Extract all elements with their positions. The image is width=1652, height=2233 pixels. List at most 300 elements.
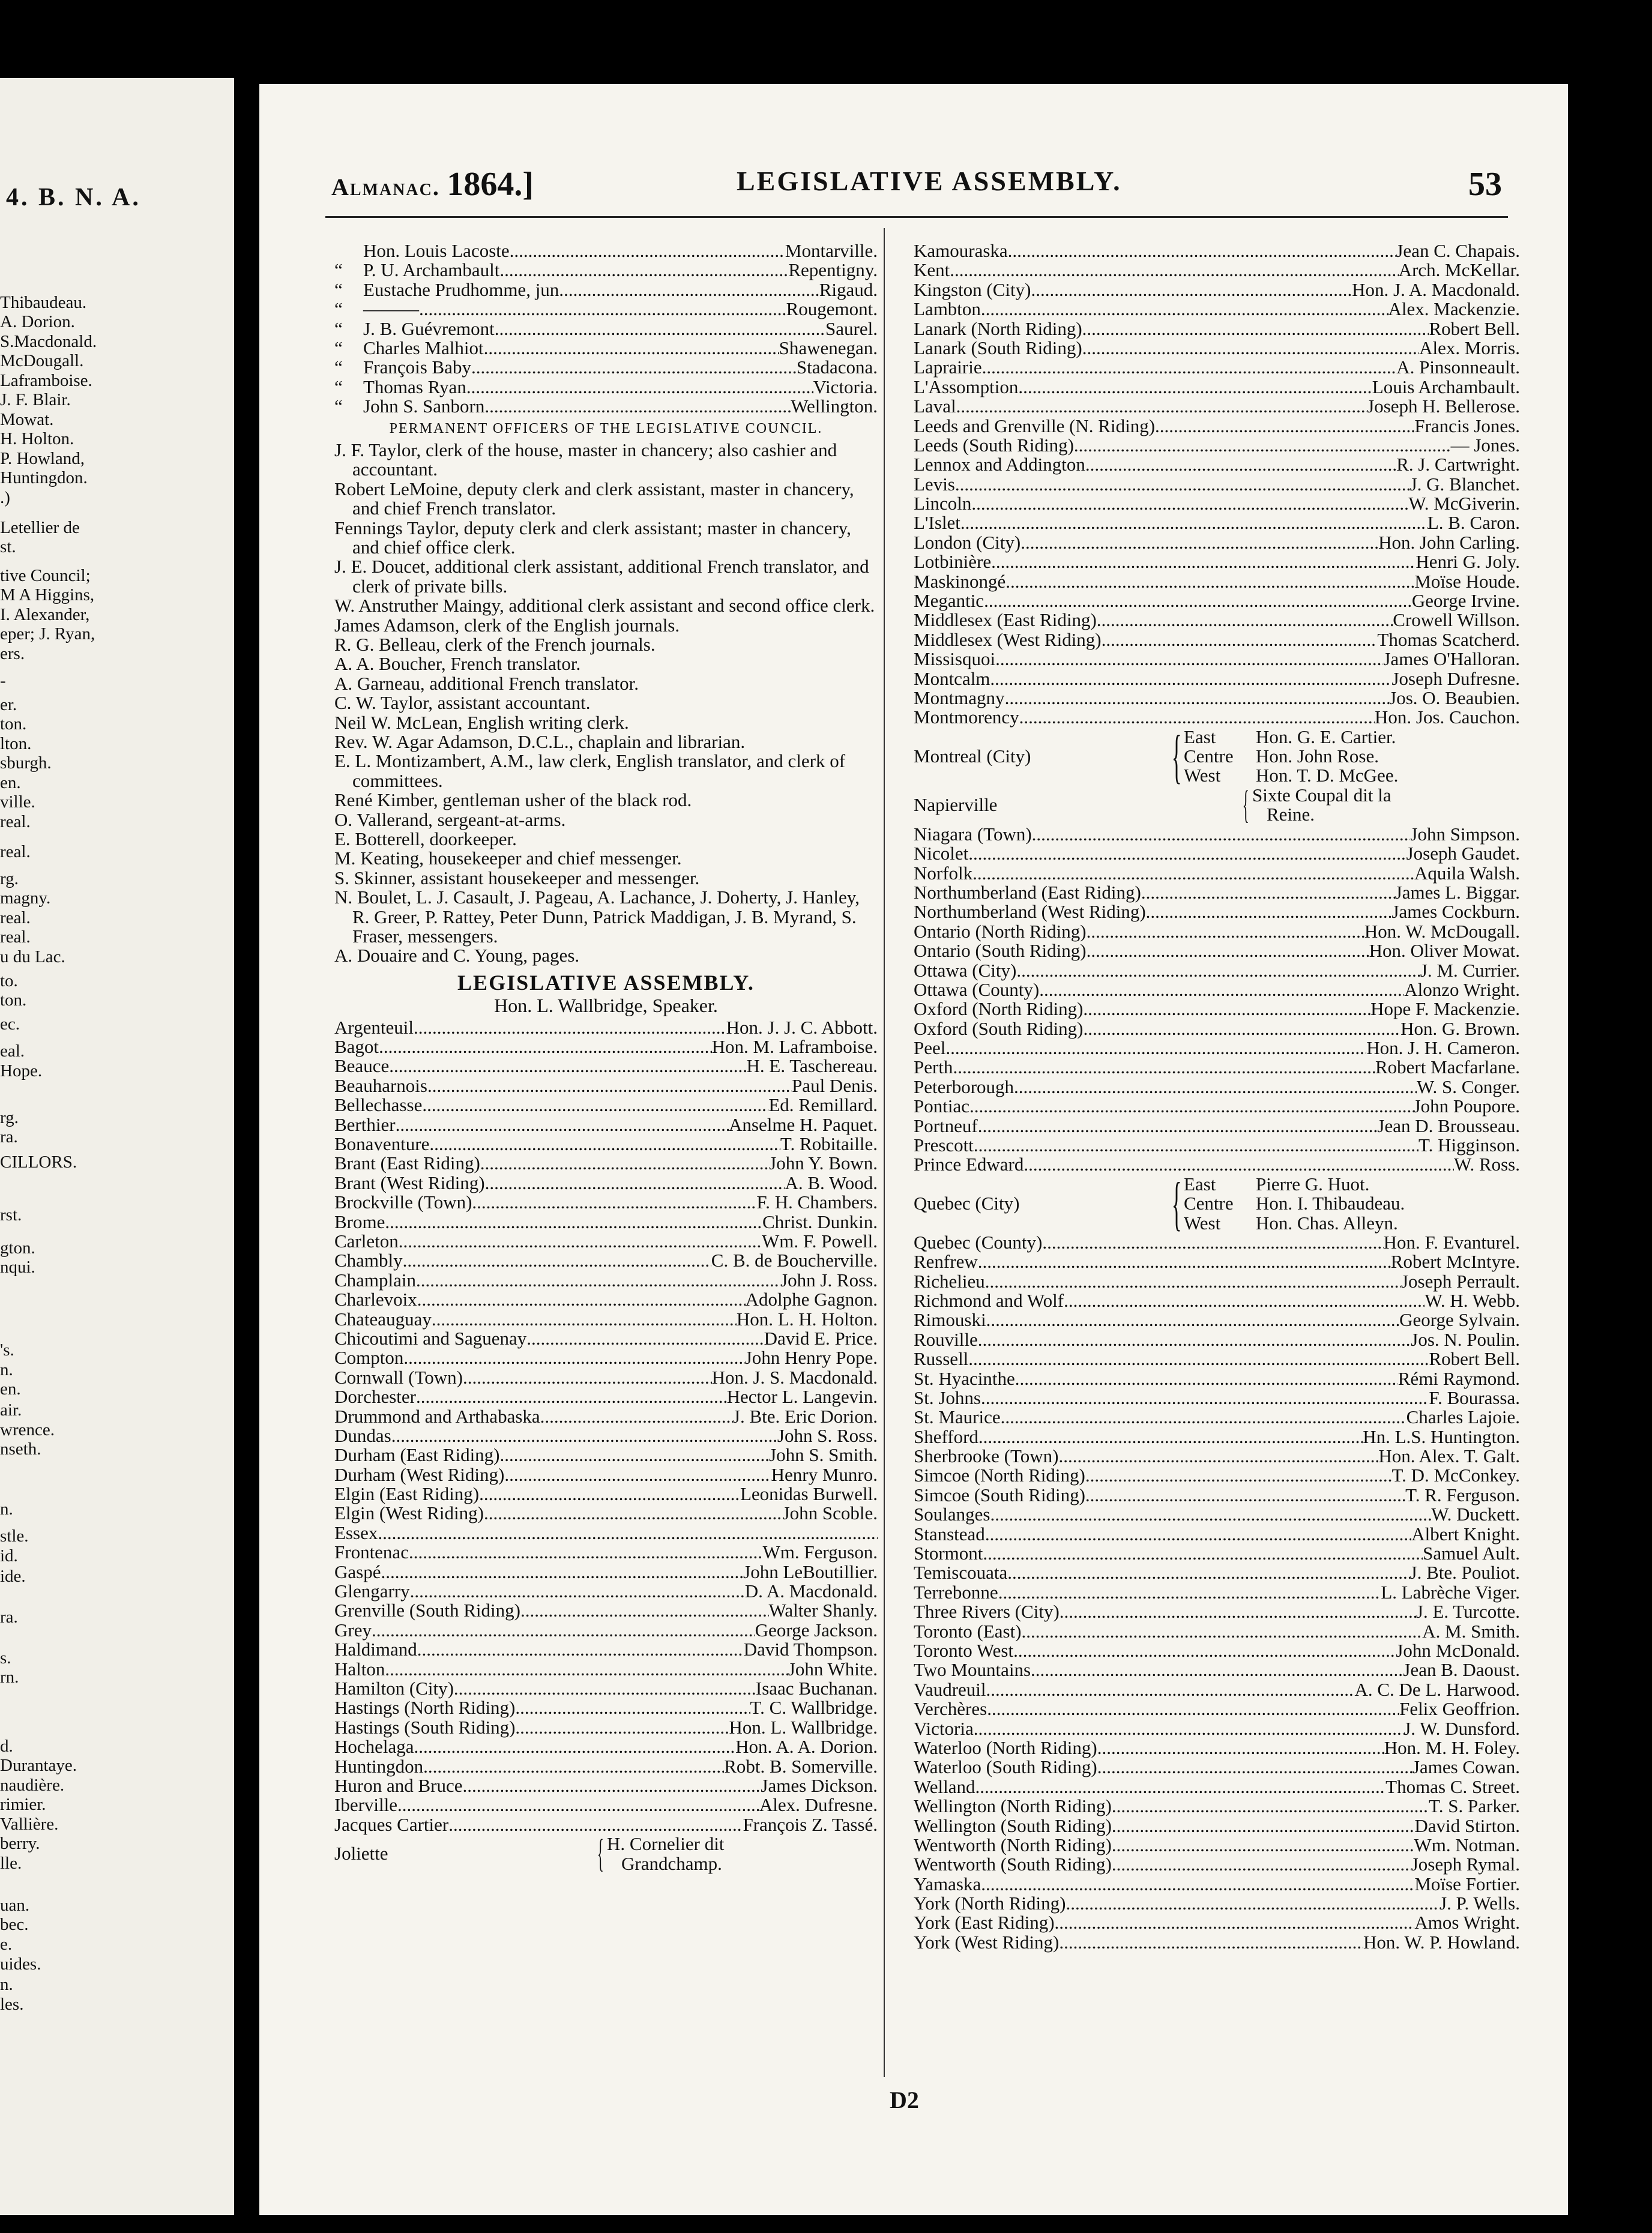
leader-dots [484, 339, 779, 358]
member-row [914, 280, 1520, 300]
member-row [914, 1097, 1520, 1116]
member-row [914, 1349, 1520, 1369]
leader-dots [984, 591, 1412, 610]
previous-page-header: 4. B. N. A. [6, 184, 141, 211]
member-name: Joseph H. Bellerose. [1367, 396, 1520, 417]
leader-dots [1112, 1816, 1414, 1836]
leader-dots [414, 1018, 726, 1037]
member-row [914, 980, 1520, 999]
leader-dots [998, 1583, 1381, 1602]
member-row [914, 999, 1520, 1019]
leader-dots [1097, 1738, 1384, 1758]
leader-dots [974, 1136, 1418, 1155]
leader-dots [1074, 436, 1451, 455]
napierville-entry [914, 783, 1520, 827]
leader-dots [981, 1875, 1414, 1894]
previous-page-line: I. Alexander, [0, 605, 90, 624]
member-name: Hope F. Mackenzie. [1370, 998, 1520, 1020]
constituency-name: Ottawa (County) [914, 978, 1040, 1000]
leader-dots [423, 1757, 724, 1776]
ditto-mark: “ [334, 337, 343, 358]
member-row [334, 1174, 878, 1193]
constituency-name: Kingston (City) [914, 279, 1031, 300]
constituency-name: Vaudreuil [914, 1678, 986, 1700]
member-name: L. B. Caron. [1427, 512, 1520, 534]
joliette-entry [334, 1831, 878, 1876]
constituency-name: Montarville. [785, 240, 878, 261]
member-name: Rémi Raymond. [1397, 1367, 1520, 1389]
member-row [334, 1504, 878, 1523]
constituency-name: St. Johns [914, 1387, 981, 1408]
assembly-member-list-2a [914, 241, 1520, 728]
officer-entry: W. Anstruther Maingy, additional clerk assistant and second office clerk. [334, 595, 875, 616]
member-row [334, 1387, 878, 1406]
member-name: A. Pinsonneault. [1396, 357, 1520, 378]
member-name: C. B. de Boucherville. [711, 1250, 878, 1271]
constituency-name: Lanark (North Riding) [914, 318, 1082, 339]
leader-dots [986, 1310, 1400, 1330]
constituency-name: Stormont [914, 1543, 983, 1564]
constituency-name: Gaspé [334, 1561, 381, 1582]
previous-page-line: J. F. Blair. [0, 390, 71, 409]
leader-dots [1001, 1408, 1406, 1427]
member-row [914, 1077, 1520, 1097]
division-row [1184, 747, 1398, 766]
constituency-name: Dorchester [334, 1386, 416, 1408]
constituency-name: Frontenac [334, 1541, 409, 1563]
assembly-member-list-1 [334, 1018, 878, 1834]
leader-dots [397, 1795, 759, 1815]
constituency-name: Dundas [334, 1424, 391, 1446]
constituency-name: Kamouraska [914, 240, 1008, 261]
constituency-name: Huntingdon [334, 1755, 424, 1777]
member-name: J. W. Dunsford. [1403, 1717, 1520, 1739]
member-row [914, 883, 1520, 902]
previous-page-line: rn. [0, 1668, 19, 1687]
leader-dots [1015, 1369, 1398, 1388]
previous-page-line: Thibaudeau. [0, 293, 87, 312]
constituency-name: Montmorency [914, 707, 1019, 728]
member-row [914, 1525, 1520, 1544]
division-label: West [1184, 1212, 1221, 1234]
constituency-name: Beauharnois [334, 1074, 427, 1096]
member-name: George Sylvain. [1399, 1309, 1520, 1331]
division-label: Centre [1184, 1193, 1234, 1214]
constituency-name: Levis [914, 473, 955, 495]
leader-dots [1005, 572, 1414, 591]
member-row [914, 1816, 1520, 1836]
member-name: Albert Knight. [1411, 1523, 1520, 1544]
member-line-2: Reine. [1267, 804, 1315, 825]
leader-dots [1082, 319, 1429, 339]
constituency-name: Chateauguay [334, 1308, 432, 1330]
member-row [334, 1718, 878, 1737]
constituency-name: Leeds and Grenville (N. Riding) [914, 415, 1156, 436]
member-name: Felix Geoffrion. [1399, 1698, 1520, 1720]
constituency-name: Verchères [914, 1698, 987, 1720]
member-row [914, 339, 1520, 358]
leader-dots [1146, 902, 1392, 921]
leader-dots [526, 1329, 764, 1348]
previous-page-line: lton. [0, 734, 32, 753]
previous-page-line: .) [0, 488, 10, 507]
constituency-name: York (North Riding) [914, 1893, 1066, 1914]
member-line-1: Sixte Coupal dit la [1252, 784, 1391, 806]
officer-entry: A. A. Boucher, French translator. [334, 653, 581, 675]
constituency-name: Simcoe (South Riding) [914, 1484, 1085, 1505]
member-row [914, 1680, 1520, 1699]
member-row [914, 708, 1520, 727]
leader-dots [479, 1484, 740, 1504]
constituency-name: Berthier [334, 1113, 396, 1135]
previous-page-line: en. [0, 1379, 21, 1399]
member-name [1252, 786, 1391, 825]
constituency-name: Prince Edward [914, 1154, 1024, 1175]
constituency-name: Shefford [914, 1426, 978, 1447]
leader-dots [1005, 689, 1390, 708]
constituency-name: Brant (East Riding) [334, 1153, 480, 1174]
constituency-name: Northumberland (West Riding) [914, 901, 1146, 923]
member-name: Isaac Buchanan. [755, 1677, 878, 1699]
constituency-name: Wentworth (North Riding) [914, 1834, 1112, 1855]
member-name: Hon. Chas. Alleyn. [1256, 1212, 1398, 1234]
quebec-city-entry [914, 1170, 1520, 1237]
previous-page-line: u du Lac. [0, 947, 65, 966]
member-row [914, 669, 1520, 689]
constituency-name: Three Rivers (City) [914, 1601, 1060, 1623]
leader-dots [1087, 922, 1364, 941]
officers-heading: PERMANENT OFFICERS OF THE LEGISLATIVE COUNCIL. [389, 420, 823, 436]
member-row [334, 1795, 878, 1815]
leader-dots [500, 1445, 770, 1465]
constituency-name: Joliette [334, 1843, 388, 1864]
member-line-2: Grandchamp. [621, 1852, 722, 1874]
constituency-name: Sherbrooke (Town) [914, 1445, 1059, 1467]
member-name: Hon. W. P. Howland. [1363, 1931, 1520, 1953]
leader-dots [379, 1037, 712, 1056]
council-member-row [334, 378, 878, 397]
member-row [334, 1135, 878, 1154]
member-name: James Cowan. [1412, 1756, 1520, 1778]
constituency-name: Wentworth (South Riding) [914, 1854, 1112, 1875]
member-name: Moïse Fortier. [1414, 1873, 1520, 1894]
leader-dots [983, 1544, 1423, 1563]
constituency-name: Richelieu [914, 1270, 985, 1292]
leader-dots [484, 397, 791, 416]
member-row [334, 1310, 878, 1329]
member-name: Wm. Ferguson. [762, 1541, 878, 1563]
constituency-name: Wellington (North Riding) [914, 1795, 1112, 1817]
constituency-name: Ottawa (City) [914, 959, 1017, 981]
leader-dots [950, 261, 1398, 280]
constituency-name: Ontario (South Riding) [914, 940, 1087, 962]
member-name: Hon. W. McDougall. [1364, 920, 1520, 942]
member-row [914, 572, 1520, 591]
constituency-name: Waterloo (North Riding) [914, 1737, 1097, 1758]
constituency-name: Cornwall (Town) [334, 1366, 463, 1388]
constituency-name: Niagara (Town) [914, 823, 1032, 845]
previous-page-line: st. [0, 537, 16, 556]
previous-page-line: 's. [0, 1340, 14, 1360]
leader-dots [1059, 1933, 1363, 1952]
member-row [914, 436, 1520, 455]
member-row [334, 1445, 878, 1465]
constituency-name: Chambly [334, 1250, 403, 1271]
officer-entry: E. L. Montizambert, A.M., law clerk, English translator, and clerk of committees. [334, 750, 846, 791]
constituency-name: Richmond and Wolf [914, 1289, 1064, 1311]
member-name: L. Labrèche Viger. [1381, 1581, 1520, 1603]
constituency-name: Champlain [334, 1269, 417, 1291]
leader-dots [504, 1465, 771, 1484]
leader-dots [1020, 533, 1378, 552]
leader-dots [1064, 1291, 1424, 1310]
constituency-name: Charlevoix [334, 1289, 417, 1310]
leader-dots [381, 1562, 743, 1582]
previous-page-line: e. [0, 1935, 13, 1954]
previous-page-line: air. [0, 1400, 22, 1420]
previous-page-line: n. [0, 1975, 13, 1994]
leader-dots [1083, 999, 1370, 1019]
previous-page-line: eper; J. Ryan, [0, 624, 95, 643]
member-row [914, 1369, 1520, 1388]
member-name: Hon. J. S. Macdonald. [711, 1366, 878, 1388]
member-row [914, 1058, 1520, 1077]
leader-dots [982, 358, 1397, 377]
previous-page-line: Mowat. [0, 410, 54, 429]
member-name: Alex. Dufresne. [759, 1794, 878, 1816]
council-member-row [334, 319, 878, 339]
member-row [914, 1155, 1520, 1174]
member-row [914, 1408, 1520, 1427]
council-member-list [334, 241, 878, 417]
member-row [914, 300, 1520, 319]
constituency-name: Lambton [914, 298, 981, 320]
leader-dots [1087, 941, 1369, 960]
previous-page-line: n. [0, 1499, 13, 1519]
member-name: Alex. Mackenzie. [1388, 298, 1520, 320]
leader-dots [485, 1174, 785, 1193]
member-name: Hon. L. H. Holton. [736, 1308, 878, 1330]
previous-page-line: gton. [0, 1238, 35, 1258]
member-name: Wm. Notman. [1414, 1834, 1520, 1855]
member-name: John Scoble. [782, 1502, 878, 1524]
previous-page-line: id. [0, 1546, 18, 1566]
constituency-name: L'Assomption [914, 376, 1019, 397]
constituency-name: Elgin (West Riding) [334, 1502, 484, 1524]
officer-entry: N. Boulet, L. J. Casault, J. Pageau, A. Lachance, J. Doherty, J. Hanley, R. Greer, P. Rattey, Peter Dunn, Patrick Maddigan, J. B. Myrand, S. Fraser, messengers. [334, 887, 860, 947]
constituency-name: Yamaska [914, 1873, 981, 1894]
officer-entry: A. Garneau, additional French translator. [334, 672, 639, 694]
constituency-name: Simcoe (North Riding) [914, 1465, 1085, 1486]
leader-dots [432, 1310, 737, 1329]
constituency-name: Beauce [334, 1055, 390, 1077]
constituency-name: Montreal (City) [914, 746, 1031, 767]
constituency-name: Napierville [914, 794, 998, 816]
leader-dots [991, 552, 1415, 571]
constituency-name: Waterloo (South Riding) [914, 1756, 1097, 1778]
column-divider [884, 228, 885, 2077]
constituency-name: Laval [914, 396, 956, 417]
previous-page-line: naudière. [0, 1776, 65, 1795]
member-row [334, 1095, 878, 1115]
leader-dots [1097, 1758, 1412, 1777]
member-name: Christ. Dunkin. [762, 1211, 878, 1232]
leader-dots [960, 513, 1427, 532]
member-row [914, 358, 1520, 377]
constituency-name: Ontario (North Riding) [914, 920, 1087, 942]
leader-dots [985, 1272, 1401, 1291]
leader-dots [410, 1582, 745, 1601]
member-line-1: H. Cornelier dit [607, 1833, 725, 1855]
member-row [914, 1310, 1520, 1330]
constituency-name: Montmagny [914, 687, 1005, 708]
leader-dots [385, 1660, 788, 1679]
constituency-name: Haldimand [334, 1639, 417, 1660]
leader-dots [981, 1388, 1429, 1408]
constituency-name: Brockville (Town) [334, 1192, 472, 1213]
previous-page-line: Vallière. [0, 1815, 59, 1834]
previous-page-line: to. [0, 971, 18, 990]
constituency-name: Bellechasse [334, 1094, 423, 1116]
member-row [914, 1544, 1520, 1563]
constituency-name: Saurel. [825, 318, 878, 339]
brace-glyph: { [597, 1831, 604, 1876]
constituency-name: Nicolet [914, 843, 969, 864]
constituency-name: York (West Riding) [914, 1931, 1060, 1953]
member-row [334, 1660, 878, 1679]
officer-entry: S. Skinner, assistant housekeeper and messenger. [334, 867, 700, 888]
previous-page-line: uides. [0, 1954, 41, 1974]
almanac-label: Almanac. [331, 173, 440, 200]
previous-page-line: d. [0, 1737, 13, 1756]
member-name: A. C. De L. Harwood. [1354, 1678, 1520, 1700]
member-name: Hon. J. J. C. Abbott. [726, 1016, 878, 1038]
leader-dots [480, 1154, 769, 1173]
previous-page-line: McDougall. [0, 351, 84, 370]
member-row [914, 825, 1520, 844]
constituency-name: Hastings (South Riding) [334, 1716, 516, 1738]
member-row [914, 1758, 1520, 1777]
constituency-name: Essex [334, 1522, 378, 1543]
member-name: David Thompson. [743, 1639, 878, 1660]
constituency-name: Victoria [914, 1717, 974, 1739]
member-name: Robert Macfarlane. [1375, 1056, 1520, 1078]
member-row [914, 1447, 1520, 1466]
council-member-row [334, 397, 878, 416]
leader-dots [978, 1116, 1378, 1136]
member-name: Hon. John Carling. [1378, 531, 1520, 553]
previous-page-line: rg. [0, 1108, 19, 1127]
leader-dots [1032, 825, 1411, 844]
constituency-name: Oxford (South Riding) [914, 1017, 1084, 1039]
previous-page-line: real. [0, 842, 31, 861]
member-row [334, 1232, 878, 1251]
previous-page-line: Huntingdon. [0, 468, 88, 487]
constituency-name: Lennox and Addington [914, 454, 1085, 475]
previous-page-line: ers. [0, 644, 25, 663]
member-row [914, 591, 1520, 610]
constituency-name: Quebec (County) [914, 1231, 1043, 1253]
member-name: D. A. Macdonald. [744, 1581, 878, 1602]
previous-page-line: - [0, 671, 6, 690]
constituency-name: Terrebonne [914, 1581, 998, 1603]
leader-dots [1014, 1077, 1417, 1097]
page-number: 53 [1468, 166, 1502, 203]
member-row [914, 513, 1520, 532]
assembly-member-list-2c [914, 1233, 1520, 1952]
constituency-name: Durham (East Riding) [334, 1444, 500, 1466]
member-name: Hon. I. Thibaudeau. [1256, 1193, 1405, 1214]
leader-dots [1019, 708, 1375, 727]
member-row [914, 1641, 1520, 1660]
leader-dots [391, 1426, 777, 1445]
member-row [914, 1388, 1520, 1408]
member-row [914, 1797, 1520, 1816]
member-name [607, 1834, 724, 1873]
member-row [334, 1737, 878, 1756]
officer-entry: Robert LeMoine, deputy clerk and clerk assistant, master in chancery, and chief French translator. [334, 478, 854, 519]
council-member-row [334, 261, 878, 280]
member-name: Robert Bell. [1429, 1348, 1520, 1370]
member-name: Leonidas Burwell. [740, 1483, 878, 1505]
previous-page-line: en. [0, 773, 21, 792]
member-row [334, 1018, 878, 1037]
officer-entry: Neil W. McLean, English writing clerk. [334, 711, 629, 733]
leader-dots [515, 1698, 750, 1717]
member-row [914, 1875, 1520, 1894]
leader-dots [495, 319, 825, 339]
member-row [914, 533, 1520, 552]
constituency-name: Prescott [914, 1135, 974, 1156]
member-name: Hon. G. Brown. [1400, 1017, 1520, 1039]
constituency-name: Toronto (East) [914, 1620, 1022, 1642]
member-row [334, 1348, 878, 1367]
member-row [914, 610, 1520, 630]
previous-page-line: ide. [0, 1567, 26, 1586]
previous-page-line: ra. [0, 1608, 18, 1627]
constituency-name: Drummond and Arthabaska [334, 1405, 540, 1427]
leader-dots [1066, 1894, 1439, 1913]
member-row [914, 319, 1520, 339]
leader-dots [971, 494, 1408, 513]
leader-dots [1097, 610, 1393, 630]
constituency-name: Quebec (City) [914, 1193, 1020, 1214]
member-row [334, 1601, 878, 1620]
previous-page-line: ton. [0, 714, 27, 734]
member-row [914, 552, 1520, 571]
previous-page-line: M A Higgins, [0, 585, 95, 604]
member-name: Paul Denis. [792, 1074, 878, 1096]
member-name: W. S. Conger. [1417, 1076, 1520, 1097]
member-row [914, 1913, 1520, 1932]
previous-page-line: real. [0, 812, 31, 831]
member-name: François Z. Tassé. [743, 1813, 878, 1835]
member-row [914, 397, 1520, 416]
member-name: Thomas C. Street. [1385, 1776, 1520, 1797]
brace-glyph: { [1242, 783, 1249, 827]
leader-dots [448, 1815, 743, 1834]
member-row [334, 1757, 878, 1776]
member-name: George Jackson. [755, 1619, 878, 1641]
member-row [914, 261, 1520, 280]
leader-dots [978, 1252, 1391, 1271]
officer-entry: R. G. Belleau, clerk of the French journals. [334, 633, 656, 655]
member-row [914, 1894, 1520, 1913]
member-name: Hon. L. Wallbridge. [729, 1716, 878, 1738]
member-name: Alonzo Wright. [1404, 978, 1520, 1000]
constituency-name: Temiscouata [914, 1562, 1008, 1584]
leader-dots [1141, 883, 1395, 902]
